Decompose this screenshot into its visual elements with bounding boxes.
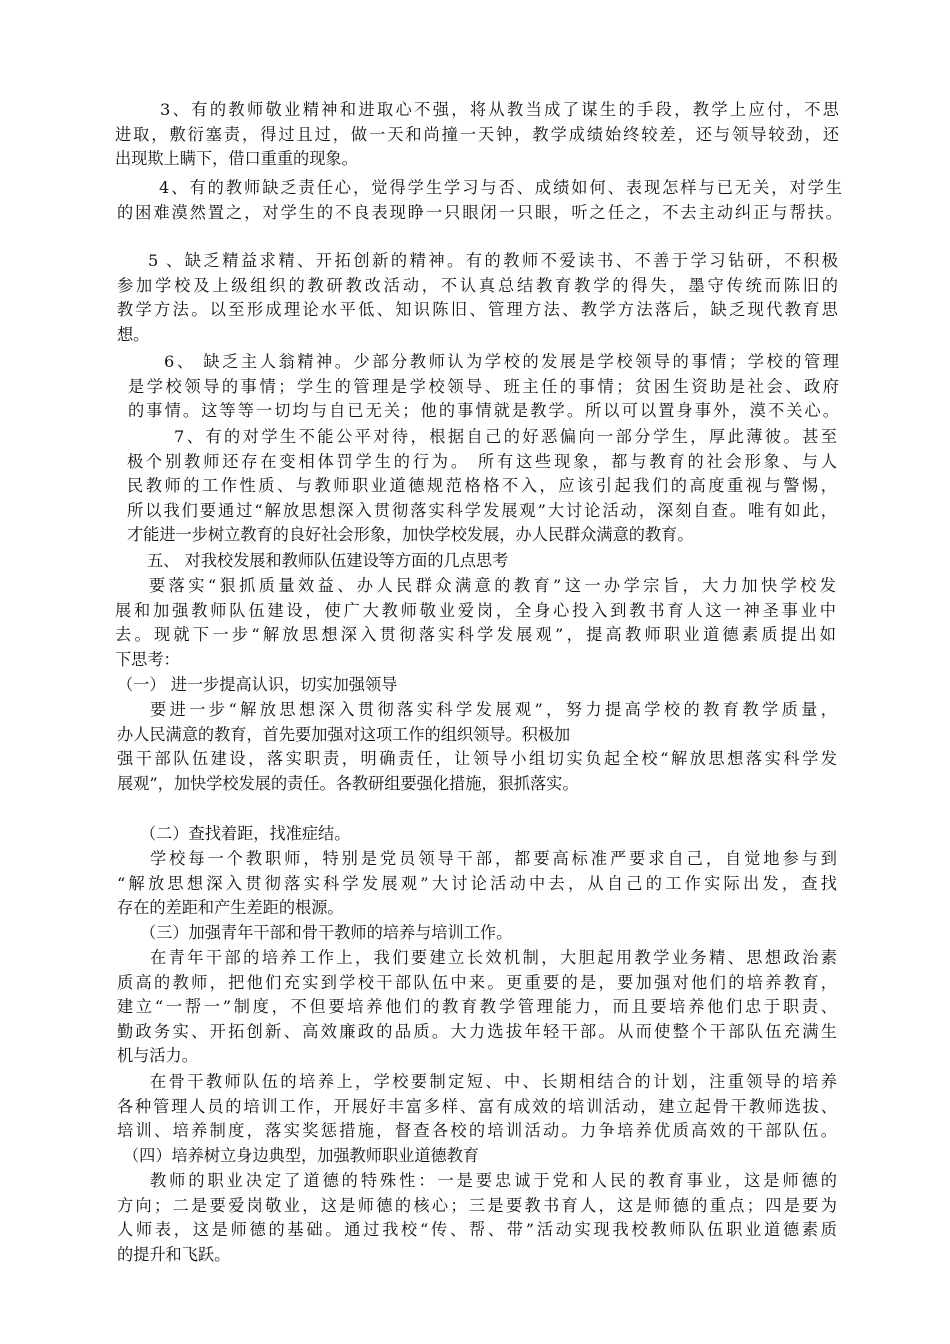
- text-line: 人师表，这是师德的基础。通过我校“传、帮、带”活动实现我校教师队伍职业道德素质: [117, 1220, 837, 1239]
- subsection-heading: （二）查找着距，找准症结。: [140, 824, 351, 843]
- section-5-title: [147, 549, 508, 574]
- text-line: 的事情。这等等一切均与自已无关；他的事情就是教学。所以可以置身事外，漠不关心。: [128, 401, 839, 420]
- text-line: 各种管理人员的培训工作，开展好丰富多样、富有成效的培训活动，建立起骨干教师选拔、: [117, 1096, 837, 1116]
- text-line: 在青年干部的培养工作上，我们要建立长效机制，大胆起用教学业务精、思想政治素: [150, 948, 837, 967]
- text-line: 培训、培养制度，落实奖惩措施，督查各校的培训活动。力争培养优质高效的干部队伍。: [117, 1121, 837, 1140]
- text-line: 下思考：: [115, 649, 180, 669]
- paragraph-6: [128, 350, 839, 424]
- text-line: 进取，敷衍塞责，得过且过，做一天和尚撞一天钟，教学成绩始终较差，还与领导较劲，还: [115, 124, 839, 144]
- text-line: 出现欺上瞒下，借口重重的现象。: [115, 149, 358, 168]
- text-line: 质高的教师，把他们充实到学校干部队伍中来。更重要的是，要加强对他们的培养教育，: [117, 972, 837, 992]
- text-line: 民教师的工作性质、与教师职业道德规范格格不入，应该引起我们的高度重视与警惕，: [127, 476, 837, 495]
- section-heading: 五、 对我校发展和教师队伍建设等方面的几点思考: [147, 551, 509, 570]
- subsection-2-body: [117, 847, 837, 921]
- text-line: 的提升和飞跃。: [117, 1244, 231, 1264]
- text-line: 要进一步“解放思想深入贯彻落实科学发展观”，努力提高学校的教育教学质量，: [150, 700, 837, 719]
- text-line: 教学方法。以至形成理论水平低、知识陈旧、管理方法、教学方法落后，缺乏现代教育思: [117, 300, 838, 319]
- subsection-heading: （三）加强青年干部和骨干教师的培养与培训工作。: [140, 923, 513, 942]
- text-line: 要落实“狠抓质量效益、办人民群众满意的教育”这一办学宗旨，大力加快学校发: [149, 576, 836, 595]
- text-line: 办人民满意的教育，首先要加强对这项工作的组织领导。积极加: [117, 724, 571, 744]
- text-line: 勤政务实、开拓创新、高效廉政的品质。大力选拔年轻干部。从而使整个干部队伍充满生: [117, 1021, 837, 1041]
- text-line: 方向；二是要爱岗敬业，这是师德的核心；三是要教书育人，这是师德的重点；四是要为: [117, 1195, 837, 1215]
- text-line: “解放思想深入贯彻落实科学发展观”大讨论活动中去，从自己的工作实际出发，查找: [117, 873, 837, 893]
- text-line: 参加学校及上级组织的教研教改活动，不认真总结教育教学的得失，墨守传统而陈旧的: [117, 275, 838, 295]
- text-line: 所以我们要通过“解放思想深入贯彻落实科学发展观”大讨论活动，深刻自查。唯有如此，: [127, 500, 837, 520]
- text-line: 想。: [117, 324, 150, 344]
- text-line: 才能进一步树立教育的良好社会形象，加快学校发展，办人民群众满意的教育。: [127, 525, 694, 544]
- subheading-1: [117, 673, 397, 698]
- text-line: 去。现就下一步“解放思想深入贯彻落实科学发展观”，提高教师职业道德素质提出如: [115, 625, 836, 644]
- text-line: 是学校领导的事情；学生的管理是学校领导、班主任的事情；贫困生资助是社会、政府: [128, 376, 839, 396]
- text-line: 教师的职业决定了道德的特殊性：一是要忠诚于党和人民的教育事业，这是师德的: [150, 1171, 837, 1190]
- text-line: 机与活力。: [117, 1046, 198, 1065]
- text-line: 的困难漠然置之，对学生的不良表现睁一只眼闭一只眼，听之任之，不去主动纠正与帮扶。: [117, 202, 842, 222]
- text-line: 6、 缺乏主人翁精神。少部分教师认为学校的发展是学校领导的事情；学校的管理: [164, 352, 839, 371]
- text-line: 强干部队伍建设，落实职责，明确责任，让领导小组切实负起全校“解放思想落实科学发: [117, 749, 837, 768]
- text-line: 学校每一个教职师，特别是党员领导干部，都要高标准严要求自己，自觉地参与到: [150, 849, 837, 868]
- paragraph-4: [117, 176, 842, 225]
- text-line: 存在的差距和产生差距的根源。: [117, 898, 344, 917]
- subsection-3-body-2: [117, 1070, 837, 1144]
- text-line: 在骨干教师队伍的培养上，学校要制定短、中、长期相结合的计划，注重领导的培养: [150, 1072, 837, 1091]
- subsection-heading: （一） 进一步提高认识，切实加强领导: [117, 675, 398, 694]
- subheading-3: [140, 921, 512, 946]
- text-line: 极个别教师还存在变相体罚学生的行为。 所有这些现象，都与教育的社会形象、与人: [127, 451, 837, 471]
- section-5-intro: [115, 574, 836, 672]
- subsection-1-body: [117, 698, 837, 796]
- subheading-2: [140, 822, 350, 847]
- subsection-heading: （四）培养树立身边典型，加强教师职业道德教育: [123, 1146, 480, 1165]
- paragraph-3: [115, 98, 839, 172]
- subheading-4: [123, 1144, 479, 1169]
- text-line: 展和加强教师队伍建设，使广大教师敬业爱岗，全身心投入到教书育人这一神圣事业中: [115, 600, 836, 620]
- paragraph-7: [127, 425, 837, 548]
- text-line: 3、有的教师敬业精神和进取心不强，将从教当成了谋生的手段，教学上应付，不思: [160, 100, 839, 119]
- text-line: 建立“一帮一”制度，不但要培养他们的教育教学管理能力，而且要培养他们忠于职责、: [117, 997, 837, 1016]
- text-line: 5 、缺乏精益求精、开拓创新的精神。有的教师不爱读书、不善于学习钻研，不积极: [148, 251, 838, 270]
- subsection-3-body-1: [117, 946, 837, 1069]
- text-line: 7、有的对学生不能公平对待，根据自己的好恶偏向一部分学生，厚此薄彼。甚至: [174, 427, 837, 446]
- text-line: 4、有的教师缺乏责任心，觉得学生学习与否、成绩如何、表现怎样与已无关，对学生: [159, 178, 842, 197]
- text-line: 展观”，加快学校发展的责任。各教研组要强化措施，狠抓落实。: [117, 773, 579, 793]
- subsection-4-body: [117, 1169, 837, 1267]
- paragraph-5: [117, 249, 838, 347]
